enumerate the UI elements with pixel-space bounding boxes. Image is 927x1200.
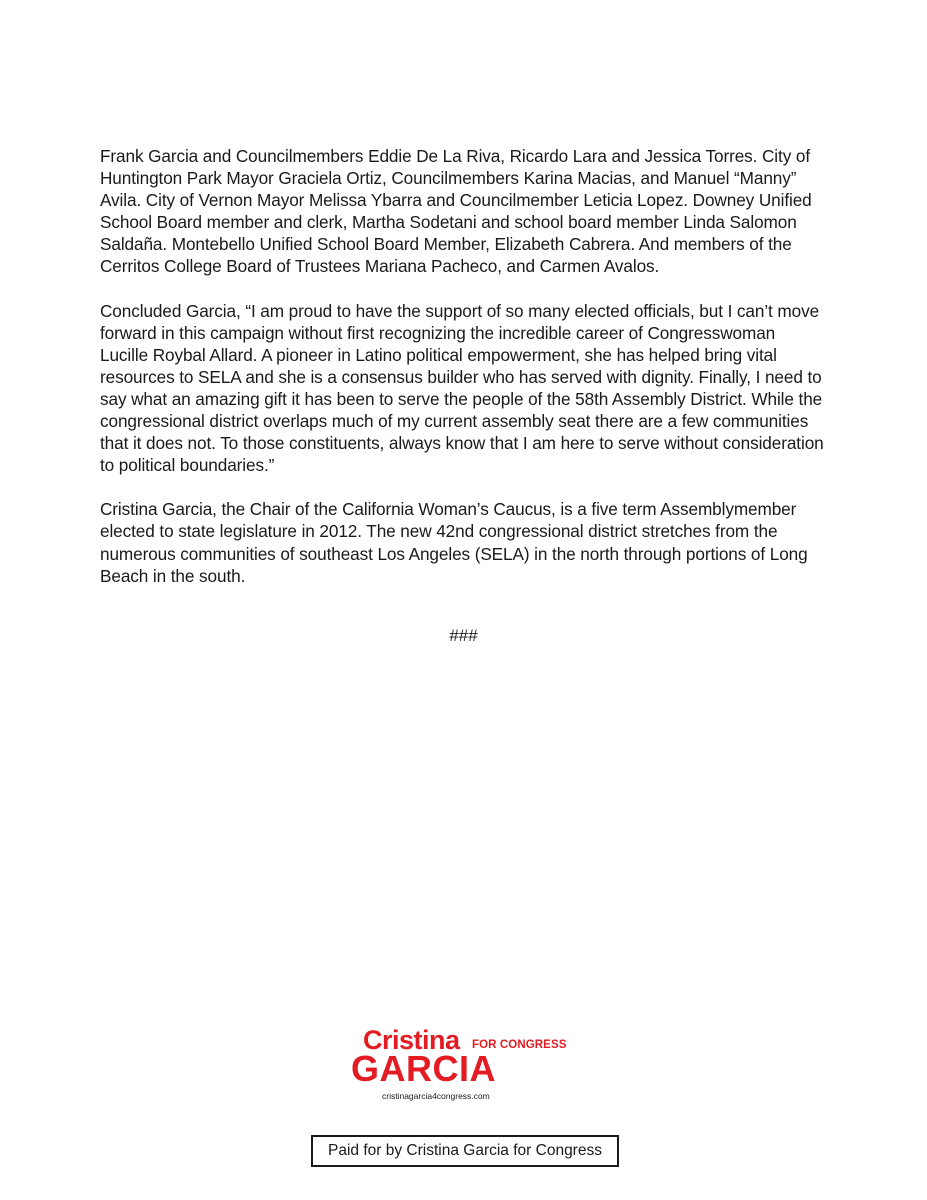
paragraph-bio: Cristina Garcia, the Chair of the California Woman’s Caucus, is a five term Assemblymember elected to state legislature in 2012. The new 42nd congressional district stretches from the numerous communities of southeast Los Angeles (SELA) in the north through portions of Long Beach in the south.	[100, 499, 808, 586]
paragraph-endorsements: Frank Garcia and Councilmembers Eddie De La Riva, Ricardo Lara and Jessica Torres. City of Huntington Park Mayor Graciela Ortiz, Councilmembers Karina Macias, and Manuel “Manny” Avila. City of Vernon Mayor Melissa Ybarra and Councilmember Leticia Lopez. Downey Unified School Board member and clerk, Martha Sodetani and school board member Linda Salomon Saldaña. Montebello Unified School Board Member, Elizabeth Cabrera. And members of the Cerritos College Board of Trustees Mariana Pacheco, and Carmen Avalos.	[100, 146, 812, 277]
end-mark: ###	[449, 626, 478, 645]
logo-tagline: FOR CONGRESS	[472, 1039, 567, 1051]
logo-last-name: GARCIA	[351, 1048, 496, 1089]
logo-first-name: Cristina	[363, 1025, 460, 1055]
paragraph-quote: Concluded Garcia, “I am proud to have the support of so many elected officials, but I can’t move forward in this campaign without first recognizing the incredible career of Congresswoman Lucille Roybal Allard. A pioneer in Latino political empowerment, she has helped bring vital resources to SELA and she is a consensus builder who has served with dignity. Finally, I need to say what an amazing gift it has been to serve the people of the 58th Assembly District. While the congressional district overlaps much of my current assembly seat there are a few communities that it does not. To those constituents, always know that I am here to serve without consideration to political boundaries.”	[100, 300, 824, 476]
campaign-logo	[351, 1025, 581, 1105]
paid-for-disclaimer: Paid for by Cristina Garcia for Congress	[311, 1135, 619, 1167]
body-text	[100, 145, 826, 609]
logo-website: cristinagarcia4congress.com	[382, 1091, 490, 1101]
